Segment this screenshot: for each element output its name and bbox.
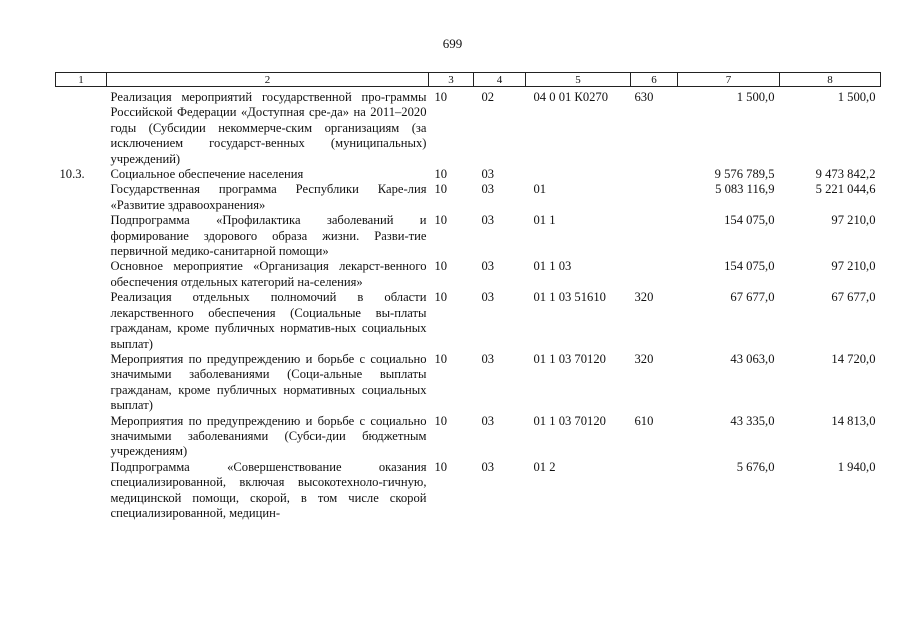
table-row	[56, 259, 881, 290]
table-row	[56, 352, 881, 414]
amount-col8: 97 210,0	[831, 213, 876, 228]
subsection-code: 03	[481, 290, 495, 305]
subsection-code: 03	[481, 351, 495, 366]
subsection-code: 03	[481, 182, 495, 197]
section-code: 10	[434, 459, 448, 474]
target-article-code: 01 1	[533, 213, 556, 228]
target-article-code: 01 1 03 70120	[533, 351, 606, 366]
column-header: 7	[678, 73, 780, 87]
amount-col7: 43 335,0	[730, 413, 775, 428]
expense-type-code	[631, 213, 678, 259]
target-article-code: 01 1 03 70120	[533, 413, 606, 428]
row-number	[56, 182, 107, 213]
column-header: 1	[56, 73, 107, 87]
section-code: 10	[434, 90, 448, 104]
expense-type-code: 320	[634, 351, 654, 366]
target-article-code: 01 1 03 51610	[533, 290, 606, 305]
column-header: 8	[780, 73, 881, 87]
amount-col8: 1 940,0	[837, 459, 876, 474]
row-description: Мероприятия по предупреждению и борьбе с социально значимыми заболеваниями (Субси-дии бюджетным учреждениям)	[110, 413, 427, 459]
row-description: Подпрограмма «Профилактика заболеваний и формирование здорового образа жизни. Разви-тие первичной медико-санитарной помощи»	[110, 213, 427, 259]
amount-col7: 154 075,0	[724, 259, 775, 274]
amount-col7: 154 075,0	[724, 213, 775, 228]
target-article-code: 04 0 01 К0270	[533, 90, 609, 104]
amount-col8: 67 677,0	[831, 290, 876, 305]
budget-table	[55, 72, 881, 521]
amount-col8: 5 221 044,6	[815, 182, 876, 197]
expense-type-code	[631, 460, 678, 522]
amount-col7: 1 500,0	[736, 90, 775, 104]
table-row	[56, 182, 881, 213]
section-code: 10	[434, 290, 448, 305]
row-number: 10.3.	[59, 167, 85, 182]
section-code: 10	[434, 182, 448, 197]
expense-type-code: 630	[634, 90, 654, 104]
row-description: Социальное обеспечение населения	[110, 167, 304, 182]
subsection-code: 02	[481, 90, 495, 104]
row-description: Государственная программа Республики Каре-лия «Развитие здравоохранения»	[110, 182, 427, 212]
column-header: 3	[429, 73, 474, 87]
row-description: Реализация мероприятий государственной про-граммы Российской Федерации «Доступная сре-да» на 2011–2020 годы (Субсидии некоммерче-ским организациям (за исключением государст-венных (муниципальных) учреждений)	[110, 90, 427, 166]
amount-col7: 5 083 116,9	[715, 182, 775, 197]
expense-type-code	[631, 182, 678, 213]
expense-type-code: 320	[634, 290, 654, 305]
expense-type-code: 610	[634, 413, 654, 428]
section-code: 10	[434, 259, 448, 274]
table-header-row	[56, 73, 881, 87]
row-number	[56, 352, 107, 414]
amount-col8: 97 210,0	[831, 259, 876, 274]
table-row	[56, 460, 881, 522]
target-article-code: 01 2	[533, 459, 556, 474]
subsection-code: 03	[481, 413, 495, 428]
table-row	[56, 167, 881, 182]
subsection-code: 03	[481, 459, 495, 474]
section-code: 10	[434, 167, 448, 182]
row-number	[56, 213, 107, 259]
amount-col7: 9 576 789,5	[714, 167, 775, 182]
amount-col8: 1 500,0	[837, 90, 876, 104]
row-number	[56, 259, 107, 290]
target-article-code	[526, 167, 631, 182]
table-row	[56, 414, 881, 460]
row-description: Основное мероприятие «Организация лекарст-венного обеспечения отдельных категорий на-селения»	[110, 259, 427, 289]
section-code: 10	[434, 213, 448, 228]
section-code: 10	[434, 351, 448, 366]
expense-type-code	[631, 259, 678, 290]
column-header: 2	[107, 73, 429, 87]
row-number	[56, 414, 107, 460]
row-number	[56, 87, 107, 168]
row-number	[56, 290, 107, 352]
table-row	[56, 213, 881, 259]
row-description: Подпрограмма «Совершенствование оказания специализированной, включая высокотехноло-гичную, медицинской помощи, скорой, в том числе скорой специализированной, медицин-	[110, 459, 427, 520]
subsection-code: 03	[481, 167, 495, 182]
column-header: 5	[526, 73, 631, 87]
table-row	[56, 290, 881, 352]
row-description: Мероприятия по предупреждению и борьбе с социально значимыми заболеваниями (Соци-альные выплаты гражданам, кроме публичных нормативных социальных выплат)	[110, 351, 427, 413]
amount-col8: 14 720,0	[831, 351, 876, 366]
amount-col7: 43 063,0	[730, 351, 775, 366]
section-code: 10	[434, 413, 448, 428]
row-number	[56, 460, 107, 522]
amount-col8: 9 473 842,2	[815, 167, 876, 182]
target-article-code: 01 1 03	[533, 259, 572, 274]
amount-col7: 5 676,0	[736, 459, 775, 474]
subsection-code: 03	[481, 259, 495, 274]
amount-col7: 67 677,0	[730, 290, 775, 305]
target-article-code: 01	[533, 182, 547, 197]
subsection-code: 03	[481, 213, 495, 228]
table-row	[56, 87, 881, 168]
expense-type-code	[631, 167, 678, 182]
row-description: Реализация отдельных полномочий в области лекарственного обеспечения (Социальные вы-платы гражданам, кроме публичных норматив-ных социальных выплат)	[110, 290, 427, 351]
column-header: 6	[631, 73, 678, 87]
page-number: 699	[442, 36, 463, 51]
amount-col8: 14 813,0	[831, 413, 876, 428]
column-header: 4	[474, 73, 526, 87]
